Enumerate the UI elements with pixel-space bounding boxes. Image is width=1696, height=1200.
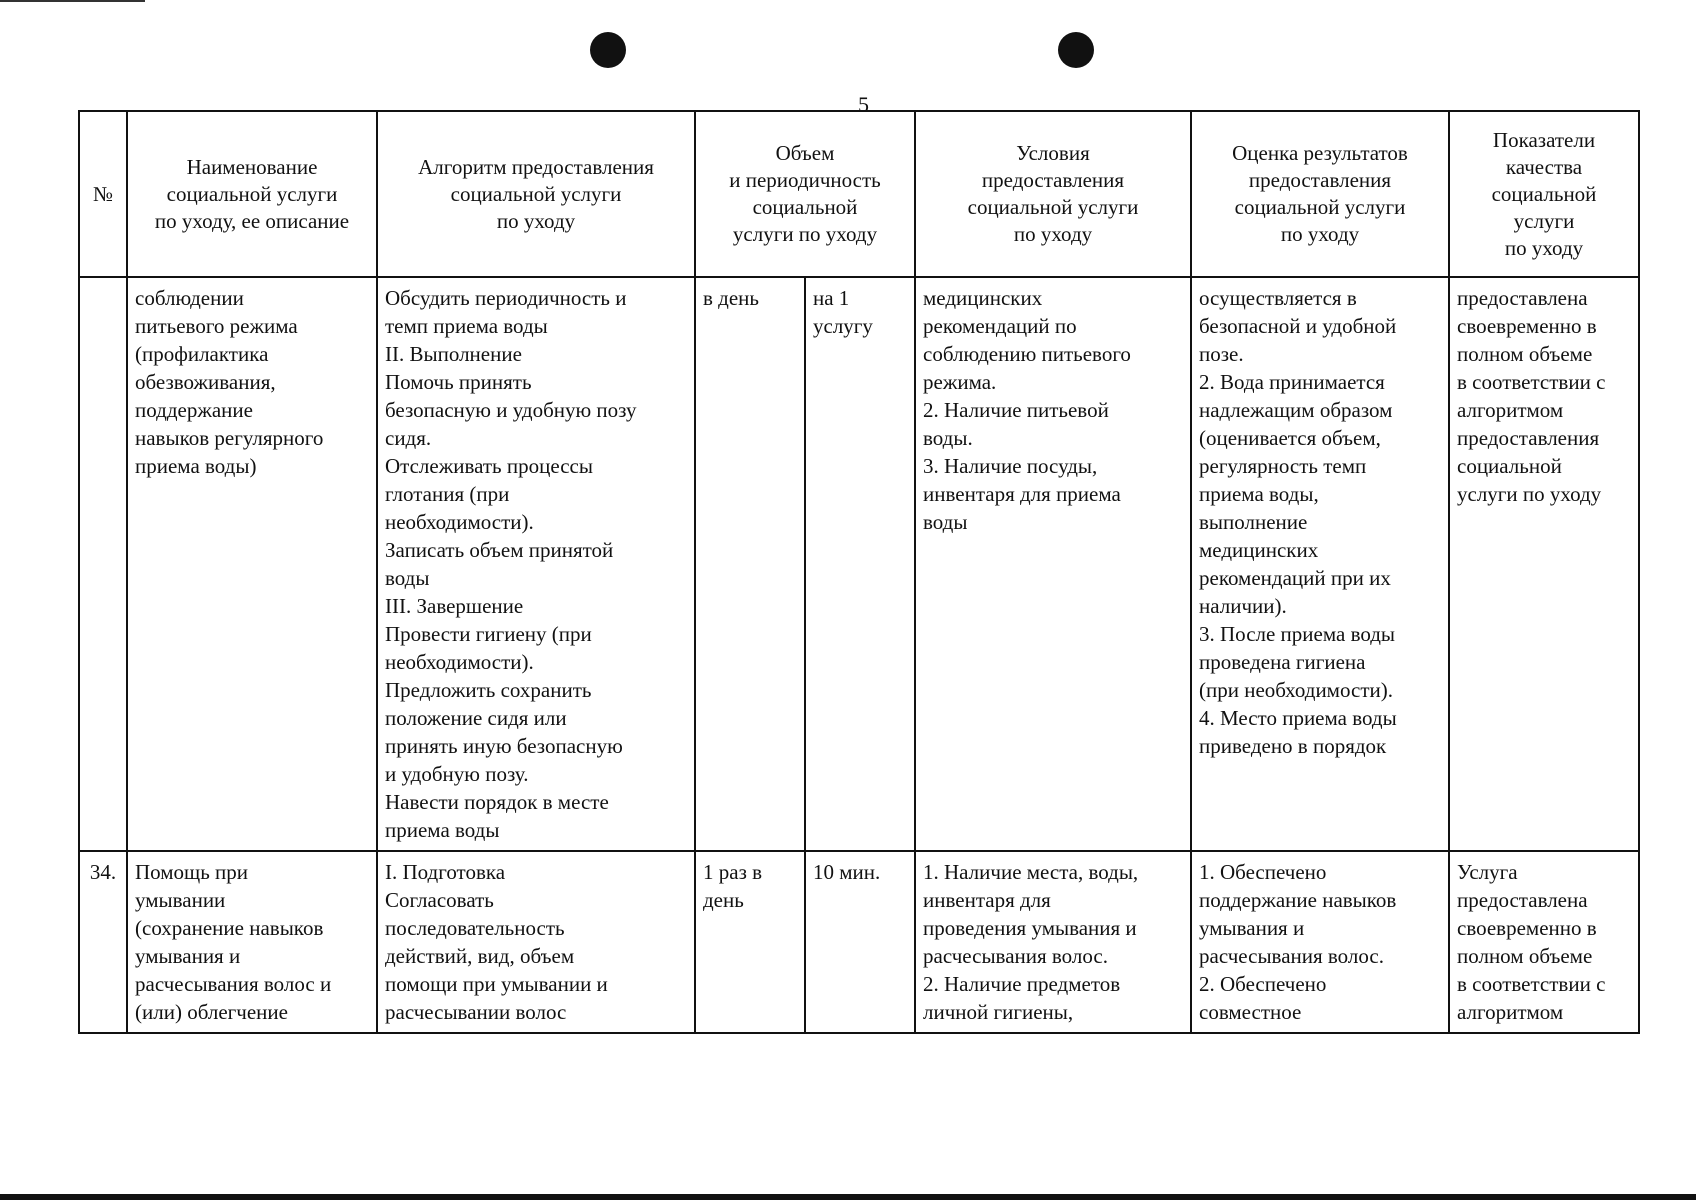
frequency-cell: 1 раз в день: [695, 851, 805, 1033]
volume-cell: 10 мин.: [805, 851, 915, 1033]
frequency-cell: в день: [695, 277, 805, 851]
evaluation-cell: осуществляется в безопасной и удобной позе. 2. Вода принимается надлежащим образом (оценивается объем, регулярность темп приема воды, выполнение медицинских рекомендаций при их наличии). 3. После приема воды проведена гигиена (при необходимости). 4. Место приема воды приведено в порядок: [1191, 277, 1449, 851]
conditions-cell: медицинских рекомендаций по соблюдению питьевого режима. 2. Наличие питьевой воды. 3. Наличие посуды, инвентаря для приема воды: [915, 277, 1191, 851]
row-number: [79, 277, 127, 851]
table-header-row: [79, 111, 1639, 277]
volume-cell: на 1 услугу: [805, 277, 915, 851]
table-row: [79, 277, 1639, 851]
header-algorithm: Алгоритм предоставления социальной услуги по уходу: [377, 111, 695, 277]
header-service-name: Наименование социальной услуги по уходу, ее описание: [127, 111, 377, 277]
bottom-edge-bar: [0, 1194, 1696, 1200]
header-evaluation: Оценка результатов предоставления социальной услуги по уходу: [1191, 111, 1449, 277]
row-number: 34.: [79, 851, 127, 1033]
punch-hole-right: [1058, 32, 1094, 68]
table-row: [79, 851, 1639, 1033]
algorithm-cell: Обсудить периодичность и темп приема воды II. Выполнение Помочь принять безопасную и удобную позу сидя. Отслеживать процессы глотания (при необходимости). Записать объем принятой воды III. Завершение Провести гигиену (при необходимости). Предложить сохранить положение сидя или принять иную безопасную и удобную позу. Навести порядок в месте приема воды: [377, 277, 695, 851]
header-volume-frequency: Объем и периодичность социальной услуги по уходу: [695, 111, 915, 277]
top-edge-line: [0, 0, 145, 2]
header-quality: Показатели качества социальной услуги по уходу: [1449, 111, 1639, 277]
header-conditions: Условия предоставления социальной услуги по уходу: [915, 111, 1191, 277]
services-table: [78, 110, 1640, 1034]
evaluation-cell: 1. Обеспечено поддержание навыков умывания и расчесывания волос. 2. Обеспечено совместное: [1191, 851, 1449, 1033]
conditions-cell: 1. Наличие места, воды, инвентаря для проведения умывания и расчесывания волос. 2. Наличие предметов личной гигиены,: [915, 851, 1191, 1033]
page-number: 5: [858, 92, 869, 117]
header-number: №: [79, 111, 127, 277]
quality-cell: Услуга предоставлена своевременно в полном объеме в соответствии с алгоритмом: [1449, 851, 1639, 1033]
quality-cell: предоставлена своевременно в полном объеме в соответствии с алгоритмом предоставления социальной услуги по уходу: [1449, 277, 1639, 851]
service-name-cell: Помощь при умывании (сохранение навыков умывания и расчесывания волос и (или) облегчение: [127, 851, 377, 1033]
punch-hole-left: [590, 32, 626, 68]
service-name-cell: соблюдении питьевого режима (профилактика обезвоживания, поддержание навыков регулярного приема воды): [127, 277, 377, 851]
algorithm-cell: I. Подготовка Согласовать последовательность действий, вид, объем помощи при умывании и расчесывании волос: [377, 851, 695, 1033]
